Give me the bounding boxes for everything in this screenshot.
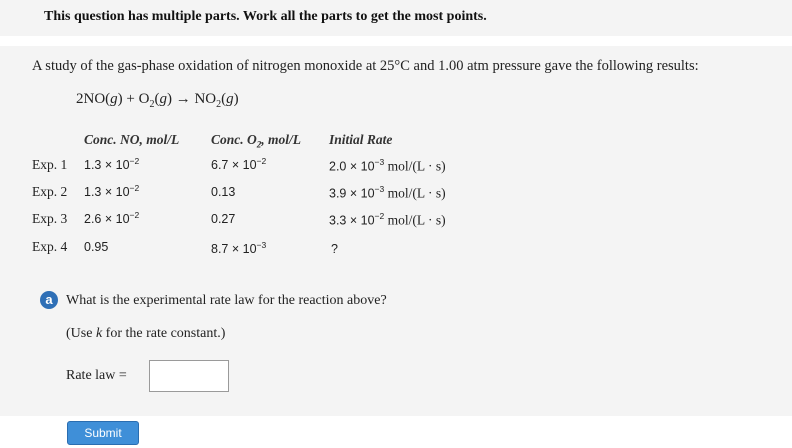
value-mantissa: 6.7 × 10 [211,158,257,172]
value-mantissa: 0.13 [211,185,236,199]
value-mantissa: 3.3 × 10 [329,213,375,228]
value-exponent: −3 [374,184,385,194]
eq-state: g [159,91,167,107]
table-row-exp-label: Exp. 4 [32,239,68,254]
part-a-question: What is the experimental rate law for the reaction above? [66,293,387,308]
table-cell-no [84,155,140,172]
table-row-exp-label: Exp. 2 [32,184,68,199]
eq-paren: ) [233,91,239,107]
eq-reactant1: 2NO( [76,91,111,107]
value-mantissa: 8.7 × 10 [211,242,257,256]
table-cell-o2 [211,239,267,256]
table-cell-rate [329,211,446,229]
value-mantissa: 1.3 × 10 [84,158,130,172]
table-cell-rate-unknown: ? [331,242,338,256]
instructions-text: This question has multiple parts. Work all the parts to get the most points. [44,9,487,24]
eq-paren: ( [154,91,160,107]
header-o2-prefix: Conc. O [211,132,257,147]
value-exponent: −2 [129,209,140,220]
value-exponent: −3 [256,239,267,250]
value-exponent: −2 [374,211,385,221]
reaction-equation [76,91,239,110]
rate-unit: mol/(L · s) [387,185,446,201]
part-a-hint [66,326,225,342]
header-conc-no: Conc. NO, mol/L [84,132,180,147]
table-row-exp-label: Exp. 1 [32,157,68,172]
rate-law-label: Rate law = [66,368,127,383]
eq-no2-sub: 2 [216,99,222,110]
instructions-banner [0,0,792,36]
hint-prefix: (Use [66,326,96,341]
problem-statement: A study of the gas-phase oxidation of nitrogen monoxide at 25°C and 1.00 atm pressure gave the following results: [32,58,699,74]
table-cell-no [84,240,108,254]
eq-plus: ) + O [117,91,150,107]
table-cell-rate [329,157,446,175]
value-exponent: −3 [374,157,385,167]
eq-o2-sub: 2 [149,99,155,110]
value-exponent: −2 [129,155,140,166]
submit-button[interactable]: Submit [67,421,139,445]
table-row-exp-label: Exp. 3 [32,211,68,226]
value-mantissa: 3.9 × 10 [329,186,375,201]
header-o2-sub: 2 [256,139,262,150]
value-mantissa: 2.6 × 10 [84,212,130,226]
header-conc-o2 [211,132,301,148]
value-exponent: −2 [256,155,267,166]
value-mantissa: 0.27 [211,212,236,226]
value-mantissa: 2.0 × 10 [329,159,375,174]
value-mantissa: 0.95 [84,240,109,254]
table-cell-no [84,209,140,226]
rate-law-input[interactable] [149,360,229,392]
hint-suffix: for the rate constant.) [102,326,226,341]
table-cell-o2 [211,185,235,199]
eq-state: g [226,91,234,107]
part-a-badge: a [40,291,58,309]
header-o2-suffix: , mol/L [261,132,302,147]
table-cell-o2 [211,212,235,226]
eq-state: g [110,91,118,107]
value-exponent: −2 [129,182,140,193]
rate-unit: mol/(L · s) [387,158,446,174]
table-cell-o2 [211,155,267,172]
hint-variable: k [95,326,103,341]
eq-arrow: ) → NO [166,91,217,107]
eq-paren: ( [221,91,227,107]
header-initial-rate: Initial Rate [329,132,393,147]
rate-unit: mol/(L · s) [387,212,446,228]
value-mantissa: 1.3 × 10 [84,185,130,199]
table-cell-rate [329,184,446,202]
table-cell-no [84,182,140,199]
